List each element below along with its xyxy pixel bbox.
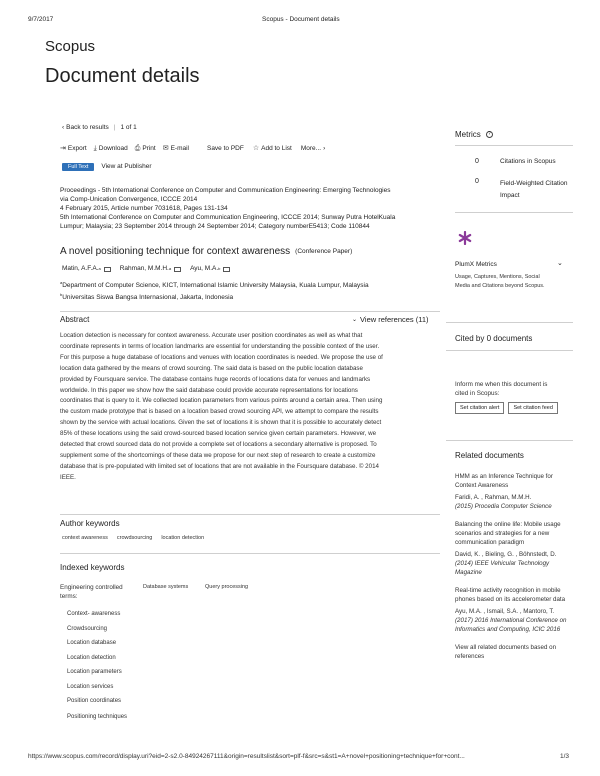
fulltext-bar (62, 162, 152, 171)
back-to-results-link[interactable]: Back to results (66, 124, 109, 131)
download-icon: ⤓ (93, 145, 97, 152)
divider (446, 440, 573, 441)
indexed-keywords-heading: Indexed keywords (60, 563, 125, 572)
save-pdf-button[interactable]: Save to PDF (206, 145, 244, 152)
affiliation-b: $^b$Universitas Siswa Bangsa Internasional, Jakarta, Indonesia (60, 292, 234, 302)
indexed-term: Database systems (143, 584, 189, 590)
plumx-heading[interactable]: PlumX Metrics (455, 261, 497, 268)
print-date: 9/7/2017 (28, 16, 54, 23)
indexed-term: Position coordinates (67, 698, 122, 704)
source-info (60, 186, 440, 231)
view-all-related-link[interactable]: View all related documents based on references (455, 644, 557, 660)
print-title: Scopus - Document details (262, 16, 340, 23)
page-title: Document details (45, 65, 200, 87)
author-link[interactable]: Ayu, M.A. b (190, 264, 230, 273)
affiliation-a: $^a$Department of Computer Science, KICT, International Islamic University Malaysia, Kuala Lumpur, Malaysia (60, 280, 369, 290)
add-list-button[interactable]: ☆ Add to List (252, 145, 292, 152)
print-icon: ⎙ (134, 145, 141, 152)
author-keywords-list (62, 535, 204, 541)
help-icon[interactable]: ? (486, 131, 493, 138)
authors (62, 264, 230, 273)
download-button[interactable]: ⤓ Download (93, 145, 128, 152)
nav-divider: | (113, 124, 116, 131)
source-line: 5th International Conference on Computer and Communication Engineering, ICCCE 2014; Sunway Putra HotelKuala (60, 214, 396, 221)
metrics-heading: Metrics ? (455, 130, 493, 139)
divider (455, 212, 573, 213)
indexed-terms-list (67, 607, 137, 721)
set-citation-alert-button[interactable]: Set citation alert (455, 402, 504, 414)
related-item[interactable]: HMM as an Inference Technique for Context Awareness Faridi, A. , Rahman, M.M.H. (2015) Procedia Computer Science (455, 473, 553, 510)
divider (60, 311, 440, 312)
email-icon (223, 267, 230, 272)
indexed-term: Location services (67, 683, 114, 690)
citation-alert-info: Inform me when this document is cited in Scopus: (455, 381, 548, 397)
article-title: A novel positioning technique for context awareness (60, 246, 291, 257)
chevron-left-icon: ‹ (62, 124, 65, 131)
chevron-down-icon: ⌄ (352, 317, 358, 323)
cited-by-heading: Cited by 0 documents (455, 334, 533, 343)
source-line: Lumpur; Malaysia; 23 September 2014 through 24 September 2014; Category numberE5413; Code 110844 (60, 223, 370, 230)
engineering-terms-label: Engineering controlled terms: (60, 584, 123, 600)
scopus-logo[interactable]: Scopus (45, 38, 96, 55)
document-type: (Conference Paper) (295, 248, 353, 255)
affiliations (60, 278, 440, 302)
divider (455, 145, 573, 146)
indexed-term: Crowdsourcing (67, 625, 108, 632)
indexed-term: Location detection (67, 654, 116, 661)
print-url: https://www.scopus.com/record/display.uri?eid=2-s2.0-84924267111&origin=resultslist&sort=plf-f&src=s&st1=A+novel+positioning+technique+for+cont... (28, 753, 465, 760)
related-item[interactable]: Real-time activity recognition in mobile phones based on its accelerometer data Ayu, M.A. , Ismail, S.A. , Mantoro, T. (2017) 2016 International Conference on Informatics and Computing, ICIC 2016 (455, 587, 567, 633)
citations-count: 0 (475, 158, 479, 165)
keyword: location detection (161, 535, 205, 541)
more-button[interactable]: More... › (300, 145, 326, 152)
plumx-description: Usage, Captures, Mentions, Social Media and Citations beyond Scopus. (455, 274, 545, 289)
abstract-heading: Abstract (60, 315, 90, 324)
source-line: via Comp-Unication Convergence, ICCCE 2014 (60, 196, 198, 203)
citations-label[interactable]: Citations in Scopus (500, 158, 556, 165)
divider (60, 514, 440, 515)
related-item[interactable]: Balancing the online life: Mobile usage scenarios and strategies for a new communication paradigm David, K. , Bieling, G. , Böhnstedt, D. (2014) IEEE Vehicular Technology Magazine (455, 521, 561, 576)
email-icon (174, 267, 181, 272)
view-references-toggle[interactable]: ⌄ View references (11) (352, 315, 429, 324)
back-nav (62, 123, 137, 132)
citation-buttons (455, 402, 558, 414)
author-link[interactable]: Matin, A.F.A. a (62, 264, 111, 273)
chevron-right-icon: › (323, 145, 326, 152)
pager: 1 of 1 (120, 124, 137, 131)
author-keywords-heading: Author keywords (60, 519, 120, 528)
source-line: Proceedings - 5th International Conference on Computer and Communication Engineering: Emerging Technologies (60, 187, 391, 194)
divider (446, 322, 573, 323)
indexed-term: Positioning techniques (67, 713, 128, 720)
fwci-label[interactable]: Field-Weighted Citation Impact (500, 180, 568, 199)
email-icon (104, 267, 111, 272)
indexed-term: Context- awareness (67, 611, 121, 617)
abstract-text: Location detection is necessary for context awareness. Accurate user position coordinates as well as what that coordinate represents in terms of location landmarks are essential for understanding the possible context of the user. For this purpose a huge database of locations and venues with location coordinates is needed. We propose the use of location data gathered by the means of crowd sourcing. The said data is based on the public location database provided by Foursquare service. The database contains huge records of locations data for venues and landmarks worldwide. In this paper we show how the said database could provide accurate representations for locations coordinates that is query to it. We collected location parameters from various points around a certain area. Then using the custom made prototype that is based on a location based crowd sourcing API, we attempt to compare the results shown by the service with actual locations. Given the set of locations it is shown that it is possible to accurately detect 85% of these locations using the said crowd-sourced based location service given certain parameters. However, we detected that crowd sourced data do not provide a complete set of locations a secondary alternative is proposed. To supplement some of the shortcomings of these data we propose for our next step of research to create a customize database that is pre-populated with limited set of locations that are not available in the Foursquare database. © 2014 IEEE. (60, 332, 383, 481)
star-icon: ☆ (252, 145, 260, 152)
author-link[interactable]: Rahman, M.M.H. a (120, 264, 181, 273)
export-button[interactable]: ⇥ Export (60, 145, 87, 152)
indexed-term: Location parameters (67, 669, 122, 675)
related-list (455, 472, 567, 661)
indexed-term: Location database (67, 640, 117, 646)
plumx-icon (458, 231, 472, 250)
email-button[interactable]: ✉ E-mail (162, 145, 189, 152)
print-button[interactable]: ⎙ Print (134, 145, 156, 152)
divider (446, 350, 573, 351)
full-text-button[interactable]: Full Text (62, 163, 94, 171)
indexed-term: Query processing (205, 584, 249, 590)
email-icon: ✉ (162, 145, 169, 152)
view-at-publisher-link[interactable]: View at Publisher (101, 163, 152, 170)
related-heading: Related documents (455, 451, 524, 460)
divider (60, 553, 440, 554)
chevron-down-icon[interactable]: ⌄ (557, 260, 563, 267)
export-icon: ⇥ (60, 145, 66, 152)
fwci-value: 0 (475, 178, 479, 185)
toolbar (60, 144, 325, 153)
print-page-number: 1/3 (560, 753, 570, 760)
source-line: 4 February 2015, Article number 7031618, Pages 131-134 (60, 205, 228, 212)
article-title-row (60, 246, 352, 257)
keyword: crowdsourcing (116, 535, 153, 541)
set-citation-feed-button[interactable]: Set citation feed (508, 402, 557, 414)
keyword: context awareness (62, 535, 108, 541)
